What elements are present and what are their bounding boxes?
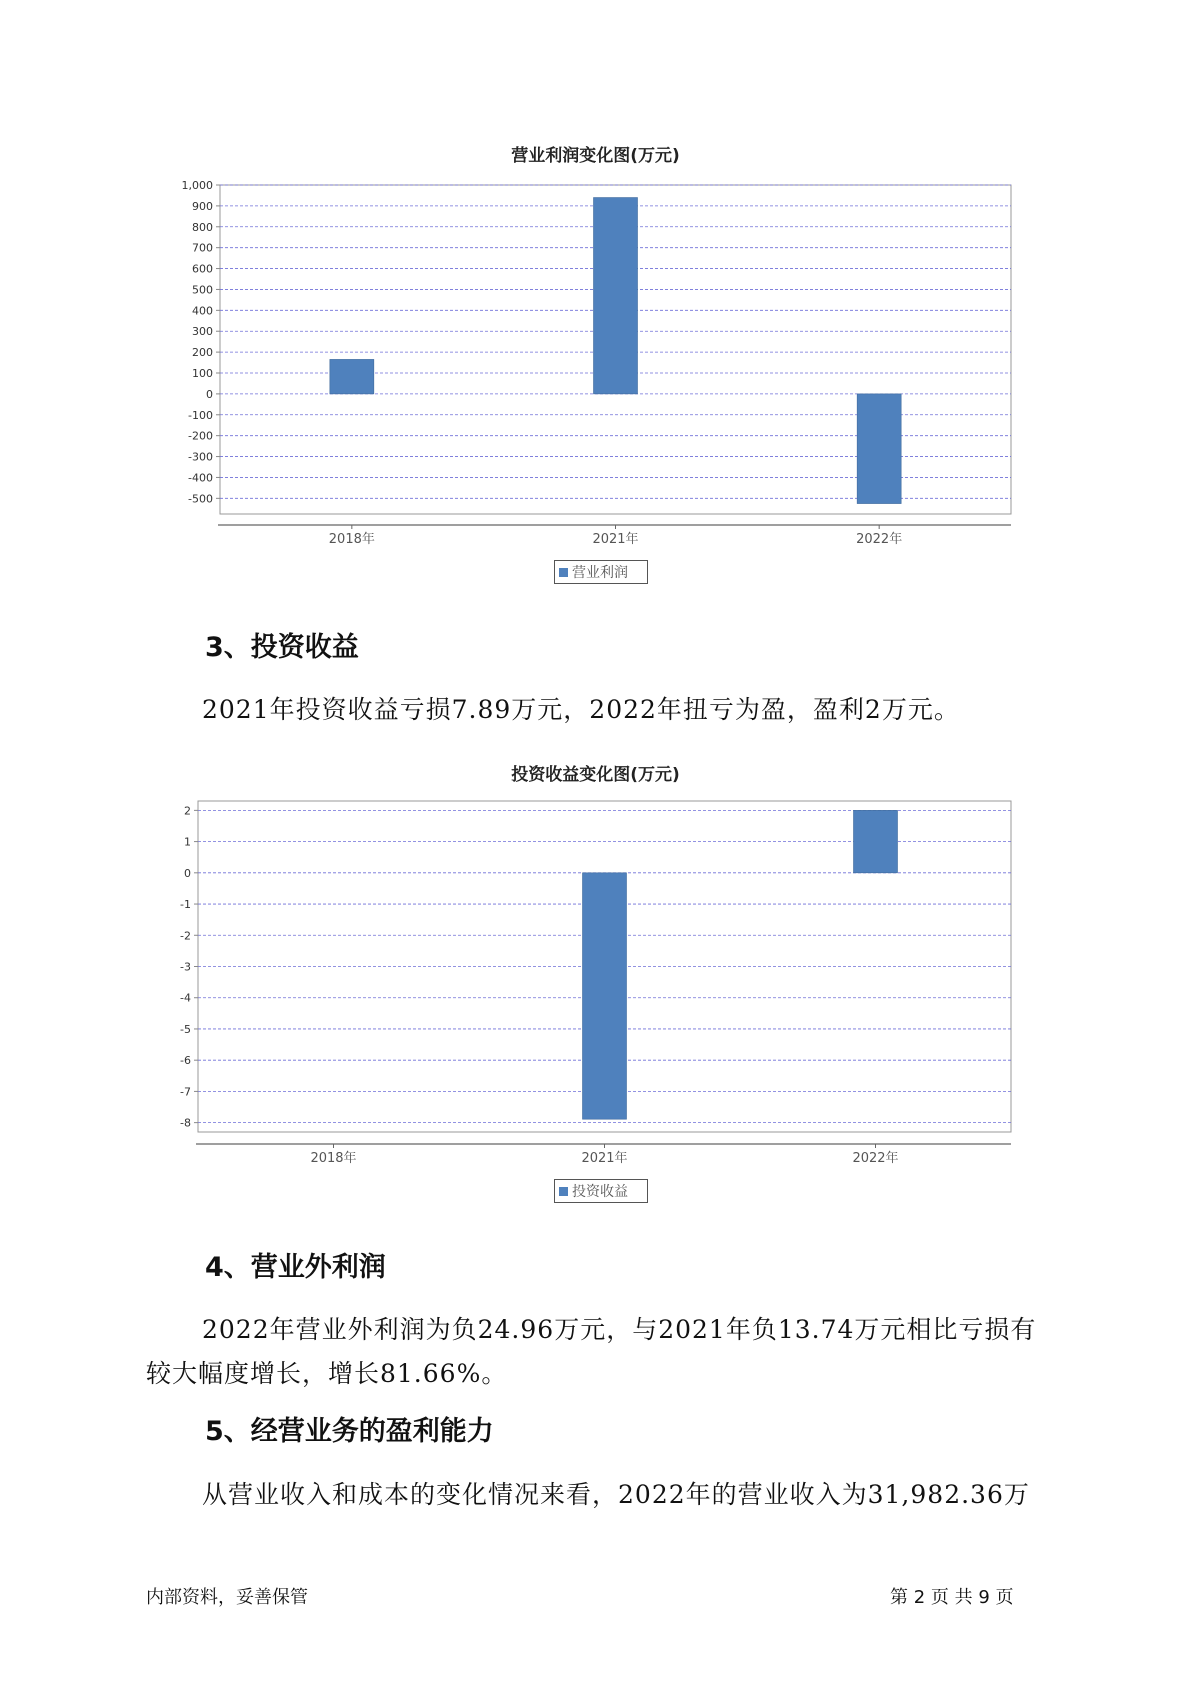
y-tick-label: -2: [180, 929, 191, 943]
y-tick-label: 400: [192, 304, 213, 318]
y-tick-label: -4: [180, 991, 191, 1005]
section-4-paragraph: [146, 1308, 1066, 1396]
y-tick-label: -3: [180, 960, 191, 974]
y-tick-label: 100: [192, 367, 213, 380]
paragraph-line: 2022年营业外利润为负24.96万元，与2021年负13.74万元相比亏损有: [202, 1315, 1037, 1344]
y-tick-label: -100: [188, 408, 213, 422]
chart-2-legend-label: 投资收益: [572, 1184, 628, 1200]
x-tick-label: 2022年: [856, 532, 903, 547]
chart-1-legend-label: 营业利润: [572, 565, 628, 581]
y-tick-label: 0: [184, 866, 191, 880]
section-5-heading: 5、经营业务的盈利能力: [205, 1416, 494, 1447]
y-tick-label: 1,000: [181, 179, 213, 192]
chart-1-title: 营业利润变化图(万元): [511, 146, 680, 166]
x-tick-label: 2018年: [310, 1151, 357, 1166]
section-3-heading: 3、投资收益: [205, 632, 359, 663]
x-tick-label: 2021年: [581, 1151, 628, 1166]
chart-2-legend: [554, 1179, 648, 1203]
paragraph-line: 较大幅度增长，增长81.66%。: [146, 1359, 508, 1388]
footer-page-number: 第 2 页 共 9 页: [890, 1587, 1014, 1608]
y-tick-label: 500: [192, 283, 213, 297]
paragraph-line: 从营业收入和成本的变化情况来看，2022年的营业收入为31,982.36万: [202, 1480, 1030, 1509]
y-tick-label: 0: [206, 387, 213, 401]
y-tick-label: -200: [188, 429, 213, 443]
bar: [854, 810, 898, 872]
y-tick-label: 900: [192, 199, 213, 213]
y-tick-label: 800: [192, 220, 213, 234]
x-tick-label: 2021年: [592, 532, 639, 547]
y-tick-label: -8: [180, 1116, 191, 1130]
y-tick-label: -500: [188, 492, 213, 506]
y-tick-label: -400: [188, 471, 213, 485]
x-tick-label: 2018年: [328, 532, 375, 547]
y-tick-label: 1: [184, 835, 191, 849]
chart-2-title: 投资收益变化图(万元): [511, 765, 680, 785]
paragraph-line: 2021年投资收益亏损7.89万元，2022年扭亏为盈，盈利2万元。: [202, 695, 960, 724]
section-5-paragraph: [146, 1473, 1066, 1517]
y-tick-label: 200: [192, 346, 213, 360]
y-tick-label: -5: [180, 1022, 191, 1036]
bar: [583, 873, 627, 1119]
y-tick-label: -300: [188, 450, 213, 464]
y-tick-label: 300: [192, 325, 213, 339]
x-tick-label: 2022年: [852, 1151, 899, 1166]
y-tick-label: -7: [180, 1085, 191, 1099]
footer-confidential-note: 内部资料，妥善保管: [146, 1587, 308, 1608]
y-tick-label: 2: [184, 804, 191, 818]
y-tick-label: 600: [192, 262, 213, 276]
y-tick-label: -6: [180, 1054, 191, 1068]
legend-swatch: [559, 1187, 568, 1196]
y-tick-label: -1: [180, 898, 191, 912]
section-4-heading: 4、营业外利润: [205, 1252, 386, 1283]
y-tick-label: 700: [192, 241, 213, 255]
